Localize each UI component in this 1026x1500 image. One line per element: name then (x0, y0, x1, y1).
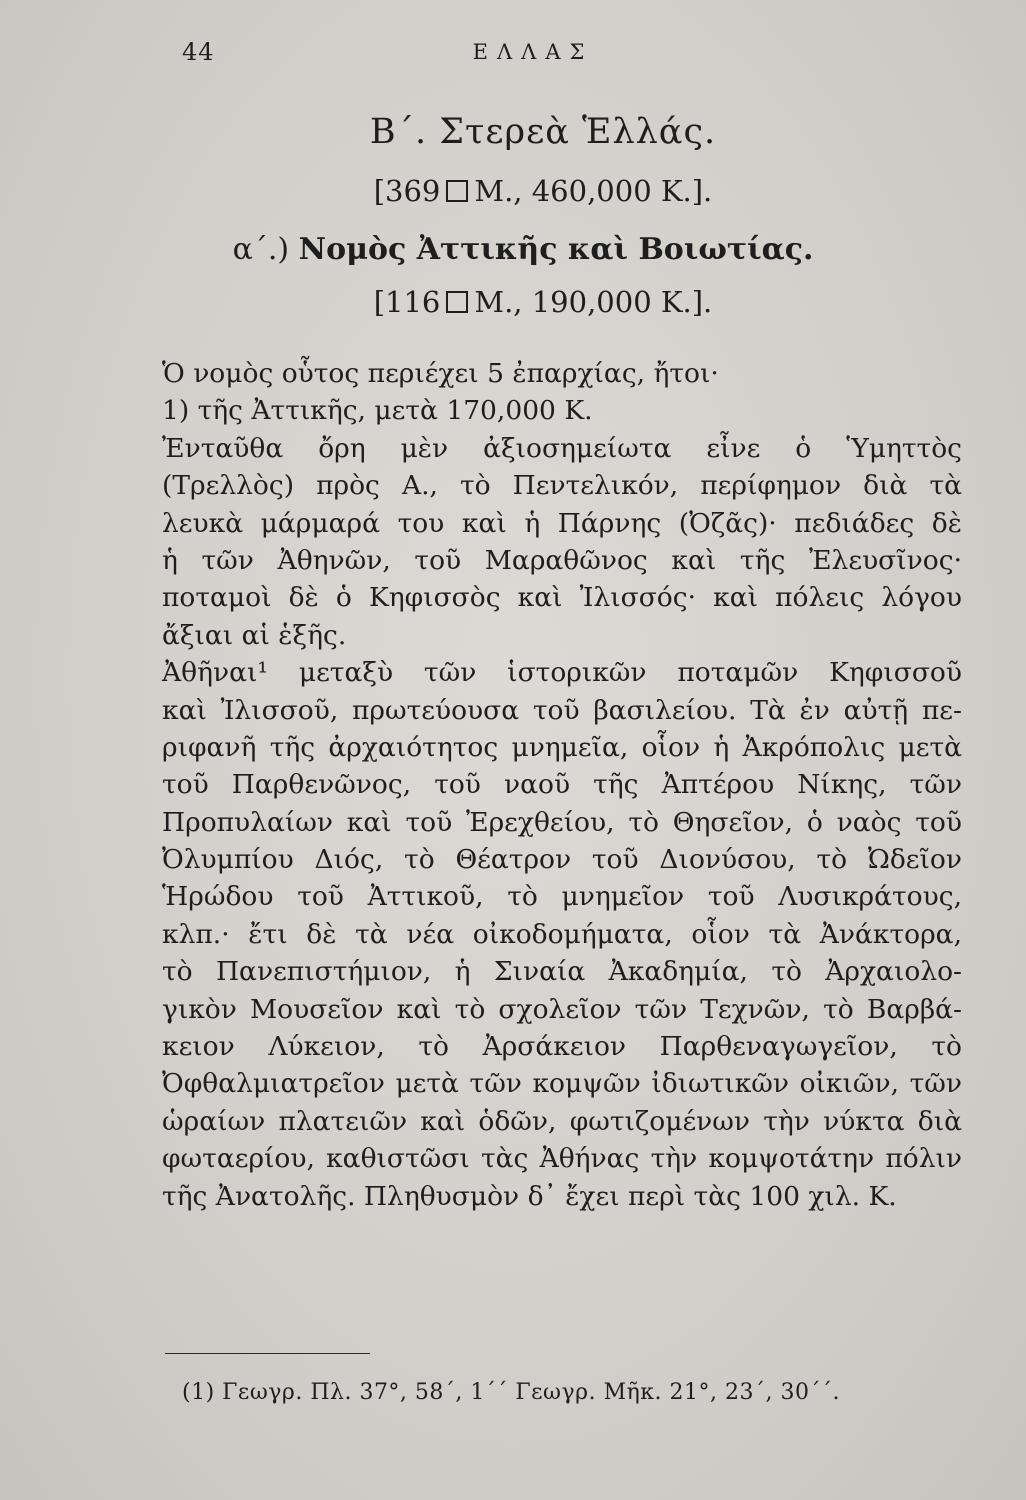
page-header (0, 38, 1026, 68)
page-number: 44 (182, 38, 215, 66)
text-line: Ὀλυμπίου Διός, τὸ Θέατρον τοῦ Διονύσου, τὸ Ὠδεῖον (162, 844, 962, 876)
text-line: γικὸν Μουσεῖον καὶ τὸ σχολεῖον τῶν Τεχνῶν, τὸ Βαρβά- (162, 993, 962, 1025)
text-line: φωταερίου, καθιστῶσι τὰς Ἀθήνας τὴν κομψοτάτην πόλιν (162, 1143, 962, 1175)
text-line: καὶ Ἰλισσοῦ, πρωτεύουσα τοῦ βασιλείου. Τὰ ἐν αὐτῇ πε- (162, 694, 962, 726)
footnote-divider (165, 1353, 370, 1354)
text-line: κλπ.· ἔτι δὲ τὰ νέα οἰκοδομήματα, οἷον τὰ Ἀνάκτορα, (162, 918, 962, 950)
subsection-stats-area: [116 (373, 285, 441, 319)
text-line: κειον Λύκειον, τὸ Ἀρσάκειον Παρθεναγωγεῖον, τὸ (162, 1031, 962, 1063)
text-line: Προπυλαίων καὶ τοῦ Ἐρεχθείου, τὸ Θησεῖον, ὁ ναὸς τοῦ (162, 806, 962, 838)
text-line: Ὀφθαλμιατρεῖον μετὰ τῶν κομψῶν ἰδιωτικῶν οἰκιῶν, τῶν (162, 1068, 962, 1100)
subsection-stats (0, 285, 1026, 319)
text-line: Ἀθῆναι¹ μεταξὺ τῶν ἱστορικῶν ποταμῶν Κηφισσοῦ (162, 657, 962, 689)
text-line: Ἐνταῦθα ὄρη μὲν ἀξιοσημείωτα εἶνε ὁ Ὑμηττὸς (162, 432, 962, 464)
text-line: ἄξιαι αἱ ἑξῆς. (162, 619, 347, 651)
footnote: (1) Γεωγρ. Πλ. 37°, 58΄, 1΄΄ Γεωγρ. Μῆκ. 21°, 23΄, 30΄΄. (182, 1380, 840, 1405)
text-line: 1) τῆς Ἀττικῆς, μετὰ 170,000 Κ. (162, 395, 593, 427)
text-line: τῆς Ἀνατολῆς. Πληθυσμὸν δ᾿ ἔχει περὶ τὰς 100 χιλ. Κ. (162, 1180, 897, 1212)
subsection-heading: Νομὸς Ἀττικῆς καὶ Βοιωτίας. (298, 232, 814, 267)
subsection-title (0, 232, 1026, 267)
text-line: Ὁ νομὸς οὗτος περιέχει 5 ἐπαρχίας, ἤτοι· (162, 358, 719, 389)
section-stats (0, 174, 1026, 208)
section-stats-area: [369 (373, 174, 441, 208)
text-line: ριφανῆ τῆς ἀρχαιότητος μνημεῖα, οἷον ἡ Ἀκρόπολις μετὰ (162, 731, 962, 763)
text-line: τοῦ Παρθενῶνος, τοῦ ναοῦ τῆς Ἀπτέρου Νίκης, τῶν (162, 769, 962, 801)
subsection-stats-population: Μ., 190,000 Κ.]. (474, 285, 713, 319)
square-icon (446, 180, 468, 202)
section-stats-population: Μ., 460,000 Κ.]. (474, 174, 713, 208)
text-line: τὸ Πανεπιστήμιον, ἡ Σιναία Ἀκαδημία, τὸ Ἀρχαιολο- (162, 956, 962, 988)
text-line: ὡραίων πλατειῶν καὶ ὁδῶν, φωτιζομένων τὴν νύκτα διὰ (162, 1105, 962, 1137)
running-head: ΕΛΛΑΣ (472, 40, 594, 64)
text-line: (Τρελλὸς) πρὸς Α., τὸ Πεντελικόν, περίφημον διὰ τὰ (162, 470, 962, 502)
text-line: λευκὰ μάρμαρά του καὶ ἡ Πάρνης (Ὀζᾶς)· πεδιάδες δὲ (162, 507, 962, 539)
section-title: Β΄. Στερεὰ Ἑλλάς. (369, 112, 717, 152)
body-text (162, 355, 962, 1215)
text-line: ἡ τῶν Ἀθηνῶν, τοῦ Μαραθῶνος καὶ τῆς Ἐλευσῖνος· (162, 544, 962, 576)
subsection-label: α΄.) (232, 232, 290, 267)
square-icon (446, 291, 468, 313)
text-line: ποταμοὶ δὲ ὁ Κηφισσὸς καὶ Ἰλισσός· καὶ πόλεις λόγου (162, 582, 962, 614)
text-line: Ἡρώδου τοῦ Ἀττικοῦ, τὸ μνημεῖον τοῦ Λυσικράτους, (162, 881, 962, 913)
